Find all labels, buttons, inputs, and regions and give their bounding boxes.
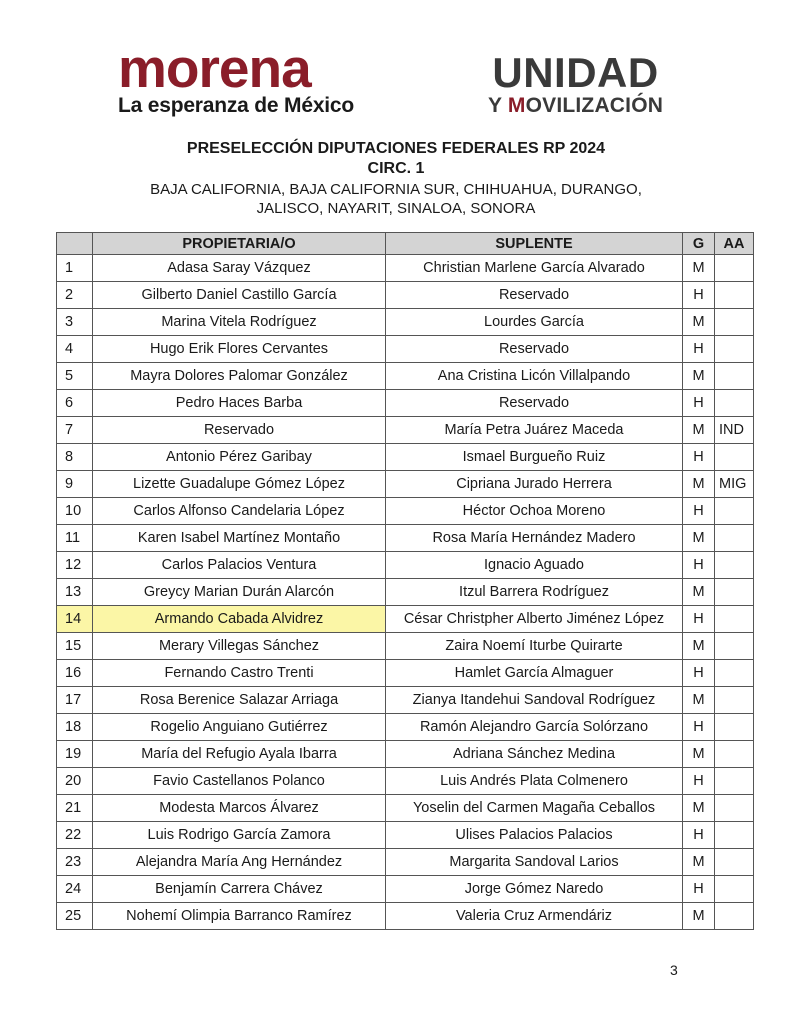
suplente-cell: María Petra Juárez Maceda [386, 417, 683, 444]
propietario-cell: Lizette Guadalupe Gómez López [93, 471, 386, 498]
table-row [57, 336, 754, 363]
gender-cell: H [683, 606, 715, 633]
unidad-logo [488, 49, 664, 118]
row-number: 22 [57, 822, 93, 849]
row-number: 7 [57, 417, 93, 444]
table-row [57, 768, 754, 795]
suplente-cell: Héctor Ochoa Moreno [386, 498, 683, 525]
suplente-cell: Ismael Burgueño Ruiz [386, 444, 683, 471]
row-number: 23 [57, 849, 93, 876]
table-row [57, 849, 754, 876]
row-number: 6 [57, 390, 93, 417]
aa-cell [715, 687, 754, 714]
gender-cell: M [683, 687, 715, 714]
unidad-logo-wordmark: UNIDAD [492, 49, 659, 96]
row-number: 19 [57, 741, 93, 768]
aa-cell [715, 660, 754, 687]
aa-cell [715, 633, 754, 660]
table-row [57, 579, 754, 606]
gender-cell: M [683, 255, 715, 282]
row-number: 14 [57, 606, 93, 633]
suplente-cell: Yoselin del Carmen Magaña Ceballos [386, 795, 683, 822]
table-row [57, 741, 754, 768]
header-g: G [683, 233, 715, 255]
gender-cell: H [683, 390, 715, 417]
aa-cell [715, 849, 754, 876]
gender-cell: M [683, 795, 715, 822]
aa-cell [715, 309, 754, 336]
propietario-cell: Alejandra María Ang Hernández [93, 849, 386, 876]
row-number: 17 [57, 687, 93, 714]
row-number: 5 [57, 363, 93, 390]
aa-cell [715, 444, 754, 471]
unidad-logo-subtitle [488, 94, 663, 118]
table-row [57, 795, 754, 822]
propietario-cell: Gilberto Daniel Castillo García [93, 282, 386, 309]
table-row [57, 903, 754, 930]
unidad-sub-m: M [507, 94, 526, 117]
states-line-2: JALISCO, NAYARIT, SINALOA, SONORA [256, 200, 536, 217]
table-row [57, 606, 754, 633]
gender-cell: H [683, 444, 715, 471]
suplente-cell: César Christpher Alberto Jiménez López [386, 606, 683, 633]
row-number: 10 [57, 498, 93, 525]
row-number: 12 [57, 552, 93, 579]
aa-cell [715, 336, 754, 363]
row-number: 16 [57, 660, 93, 687]
row-number: 1 [57, 255, 93, 282]
aa-cell [715, 606, 754, 633]
aa-cell [715, 282, 754, 309]
table-row [57, 309, 754, 336]
gender-cell: H [683, 714, 715, 741]
propietario-cell: Benjamín Carrera Chávez [93, 876, 386, 903]
aa-cell [715, 579, 754, 606]
aa-cell: MIG [715, 471, 754, 498]
suplente-cell: Ana Cristina Licón Villalpando [386, 363, 683, 390]
gender-cell: H [683, 336, 715, 363]
gender-cell: H [683, 282, 715, 309]
candidates-table [56, 232, 754, 930]
propietario-cell: Karen Isabel Martínez Montaño [93, 525, 386, 552]
gender-cell: H [683, 660, 715, 687]
aa-cell [715, 876, 754, 903]
gender-cell: M [683, 849, 715, 876]
table-body [57, 255, 754, 930]
header-suplente: SUPLENTE [386, 233, 683, 255]
suplente-cell: Reservado [386, 390, 683, 417]
gender-cell: M [683, 417, 715, 444]
propietario-cell: Pedro Haces Barba [93, 390, 386, 417]
propietario-cell: Armando Cabada Alvidrez [93, 606, 386, 633]
suplente-cell: Ulises Palacios Palacios [386, 822, 683, 849]
gender-cell: M [683, 741, 715, 768]
propietario-cell: Fernando Castro Trenti [93, 660, 386, 687]
suplente-cell: Adriana Sánchez Medina [386, 741, 683, 768]
suplente-cell: Cipriana Jurado Herrera [386, 471, 683, 498]
table-row [57, 498, 754, 525]
gender-cell: H [683, 498, 715, 525]
suplente-cell: Ramón Alejandro García Solórzano [386, 714, 683, 741]
propietario-cell: Antonio Pérez Garibay [93, 444, 386, 471]
header-num [57, 233, 93, 255]
propietario-cell: Modesta Marcos Álvarez [93, 795, 386, 822]
propietario-cell: Mayra Dolores Palomar González [93, 363, 386, 390]
table-row [57, 255, 754, 282]
unidad-sub-y: Y [488, 94, 502, 117]
table-row [57, 417, 754, 444]
table-row [57, 552, 754, 579]
propietario-cell: Marina Vitela Rodríguez [93, 309, 386, 336]
aa-cell [715, 822, 754, 849]
page-number: 3 [670, 962, 678, 978]
states-line-1: BAJA CALIFORNIA, BAJA CALIFORNIA SUR, CHIHUAHUA, DURANGO, [150, 181, 642, 198]
suplente-cell: Valeria Cruz Armendáriz [386, 903, 683, 930]
table-row [57, 444, 754, 471]
table-row [57, 822, 754, 849]
aa-cell [715, 363, 754, 390]
suplente-cell: Hamlet García Almaguer [386, 660, 683, 687]
row-number: 21 [57, 795, 93, 822]
row-number: 4 [57, 336, 93, 363]
gender-cell: M [683, 525, 715, 552]
suplente-cell: Jorge Gómez Naredo [386, 876, 683, 903]
propietario-cell: Luis Rodrigo García Zamora [93, 822, 386, 849]
propietario-cell: Hugo Erik Flores Cervantes [93, 336, 386, 363]
row-number: 9 [57, 471, 93, 498]
table-row [57, 633, 754, 660]
table-row [57, 282, 754, 309]
propietario-cell: Merary Villegas Sánchez [93, 633, 386, 660]
suplente-cell: Zianya Itandehui Sandoval Rodríguez [386, 687, 683, 714]
suplente-cell: Itzul Barrera Rodríguez [386, 579, 683, 606]
propietario-cell: Nohemí Olimpia Barranco Ramírez [93, 903, 386, 930]
gender-cell: H [683, 876, 715, 903]
morena-logo [118, 37, 368, 118]
table-row [57, 471, 754, 498]
row-number: 20 [57, 768, 93, 795]
unidad-sub-rest: OVILIZACIÓN [525, 94, 664, 117]
row-number: 18 [57, 714, 93, 741]
document-subtitle: CIRC. 1 [367, 160, 425, 177]
propietario-cell: Rosa Berenice Salazar Arriaga [93, 687, 386, 714]
aa-cell [715, 795, 754, 822]
gender-cell: M [683, 903, 715, 930]
propietario-cell: Rogelio Anguiano Gutiérrez [93, 714, 386, 741]
table-row [57, 714, 754, 741]
aa-cell [715, 525, 754, 552]
row-number: 8 [57, 444, 93, 471]
row-number: 2 [57, 282, 93, 309]
table-row [57, 390, 754, 417]
aa-cell [715, 768, 754, 795]
table-row [57, 525, 754, 552]
suplente-cell: Lourdes García [386, 309, 683, 336]
suplente-cell: Luis Andrés Plata Colmenero [386, 768, 683, 795]
row-number: 3 [57, 309, 93, 336]
row-number: 25 [57, 903, 93, 930]
morena-logo-wordmark: morena [118, 37, 311, 99]
table-row [57, 876, 754, 903]
propietario-cell: Greycy Marian Durán Alarcón [93, 579, 386, 606]
aa-cell [715, 255, 754, 282]
aa-cell [715, 903, 754, 930]
document-title: PRESELECCIÓN DIPUTACIONES FEDERALES RP 2024 [186, 140, 606, 157]
gender-cell: M [683, 633, 715, 660]
table-header-row [57, 233, 754, 255]
morena-tagline: La esperanza de México [118, 94, 355, 117]
row-number: 24 [57, 876, 93, 903]
aa-cell [715, 552, 754, 579]
gender-cell: M [683, 471, 715, 498]
propietario-cell: Favio Castellanos Polanco [93, 768, 386, 795]
header-aa: AA [715, 233, 754, 255]
table-row [57, 660, 754, 687]
aa-cell [715, 390, 754, 417]
suplente-cell: Reservado [386, 282, 683, 309]
gender-cell: M [683, 579, 715, 606]
suplente-cell: Ignacio Aguado [386, 552, 683, 579]
suplente-cell: Reservado [386, 336, 683, 363]
gender-cell: H [683, 768, 715, 795]
aa-cell [715, 498, 754, 525]
suplente-cell: Rosa María Hernández Madero [386, 525, 683, 552]
header-propietario: PROPIETARIA/O [93, 233, 386, 255]
row-number: 11 [57, 525, 93, 552]
table-row [57, 363, 754, 390]
suplente-cell: Margarita Sandoval Larios [386, 849, 683, 876]
propietario-cell: Reservado [93, 417, 386, 444]
row-number: 15 [57, 633, 93, 660]
aa-cell [715, 741, 754, 768]
row-number: 13 [57, 579, 93, 606]
propietario-cell: María del Refugio Ayala Ibarra [93, 741, 386, 768]
gender-cell: H [683, 822, 715, 849]
gender-cell: M [683, 309, 715, 336]
suplente-cell: Christian Marlene García Alvarado [386, 255, 683, 282]
gender-cell: H [683, 552, 715, 579]
propietario-cell: Adasa Saray Vázquez [93, 255, 386, 282]
table-row [57, 687, 754, 714]
aa-cell [715, 714, 754, 741]
suplente-cell: Zaira Noemí Iturbe Quirarte [386, 633, 683, 660]
states-list [0, 180, 792, 218]
gender-cell: M [683, 363, 715, 390]
aa-cell: IND [715, 417, 754, 444]
propietario-cell: Carlos Palacios Ventura [93, 552, 386, 579]
propietario-cell: Carlos Alfonso Candelaria López [93, 498, 386, 525]
